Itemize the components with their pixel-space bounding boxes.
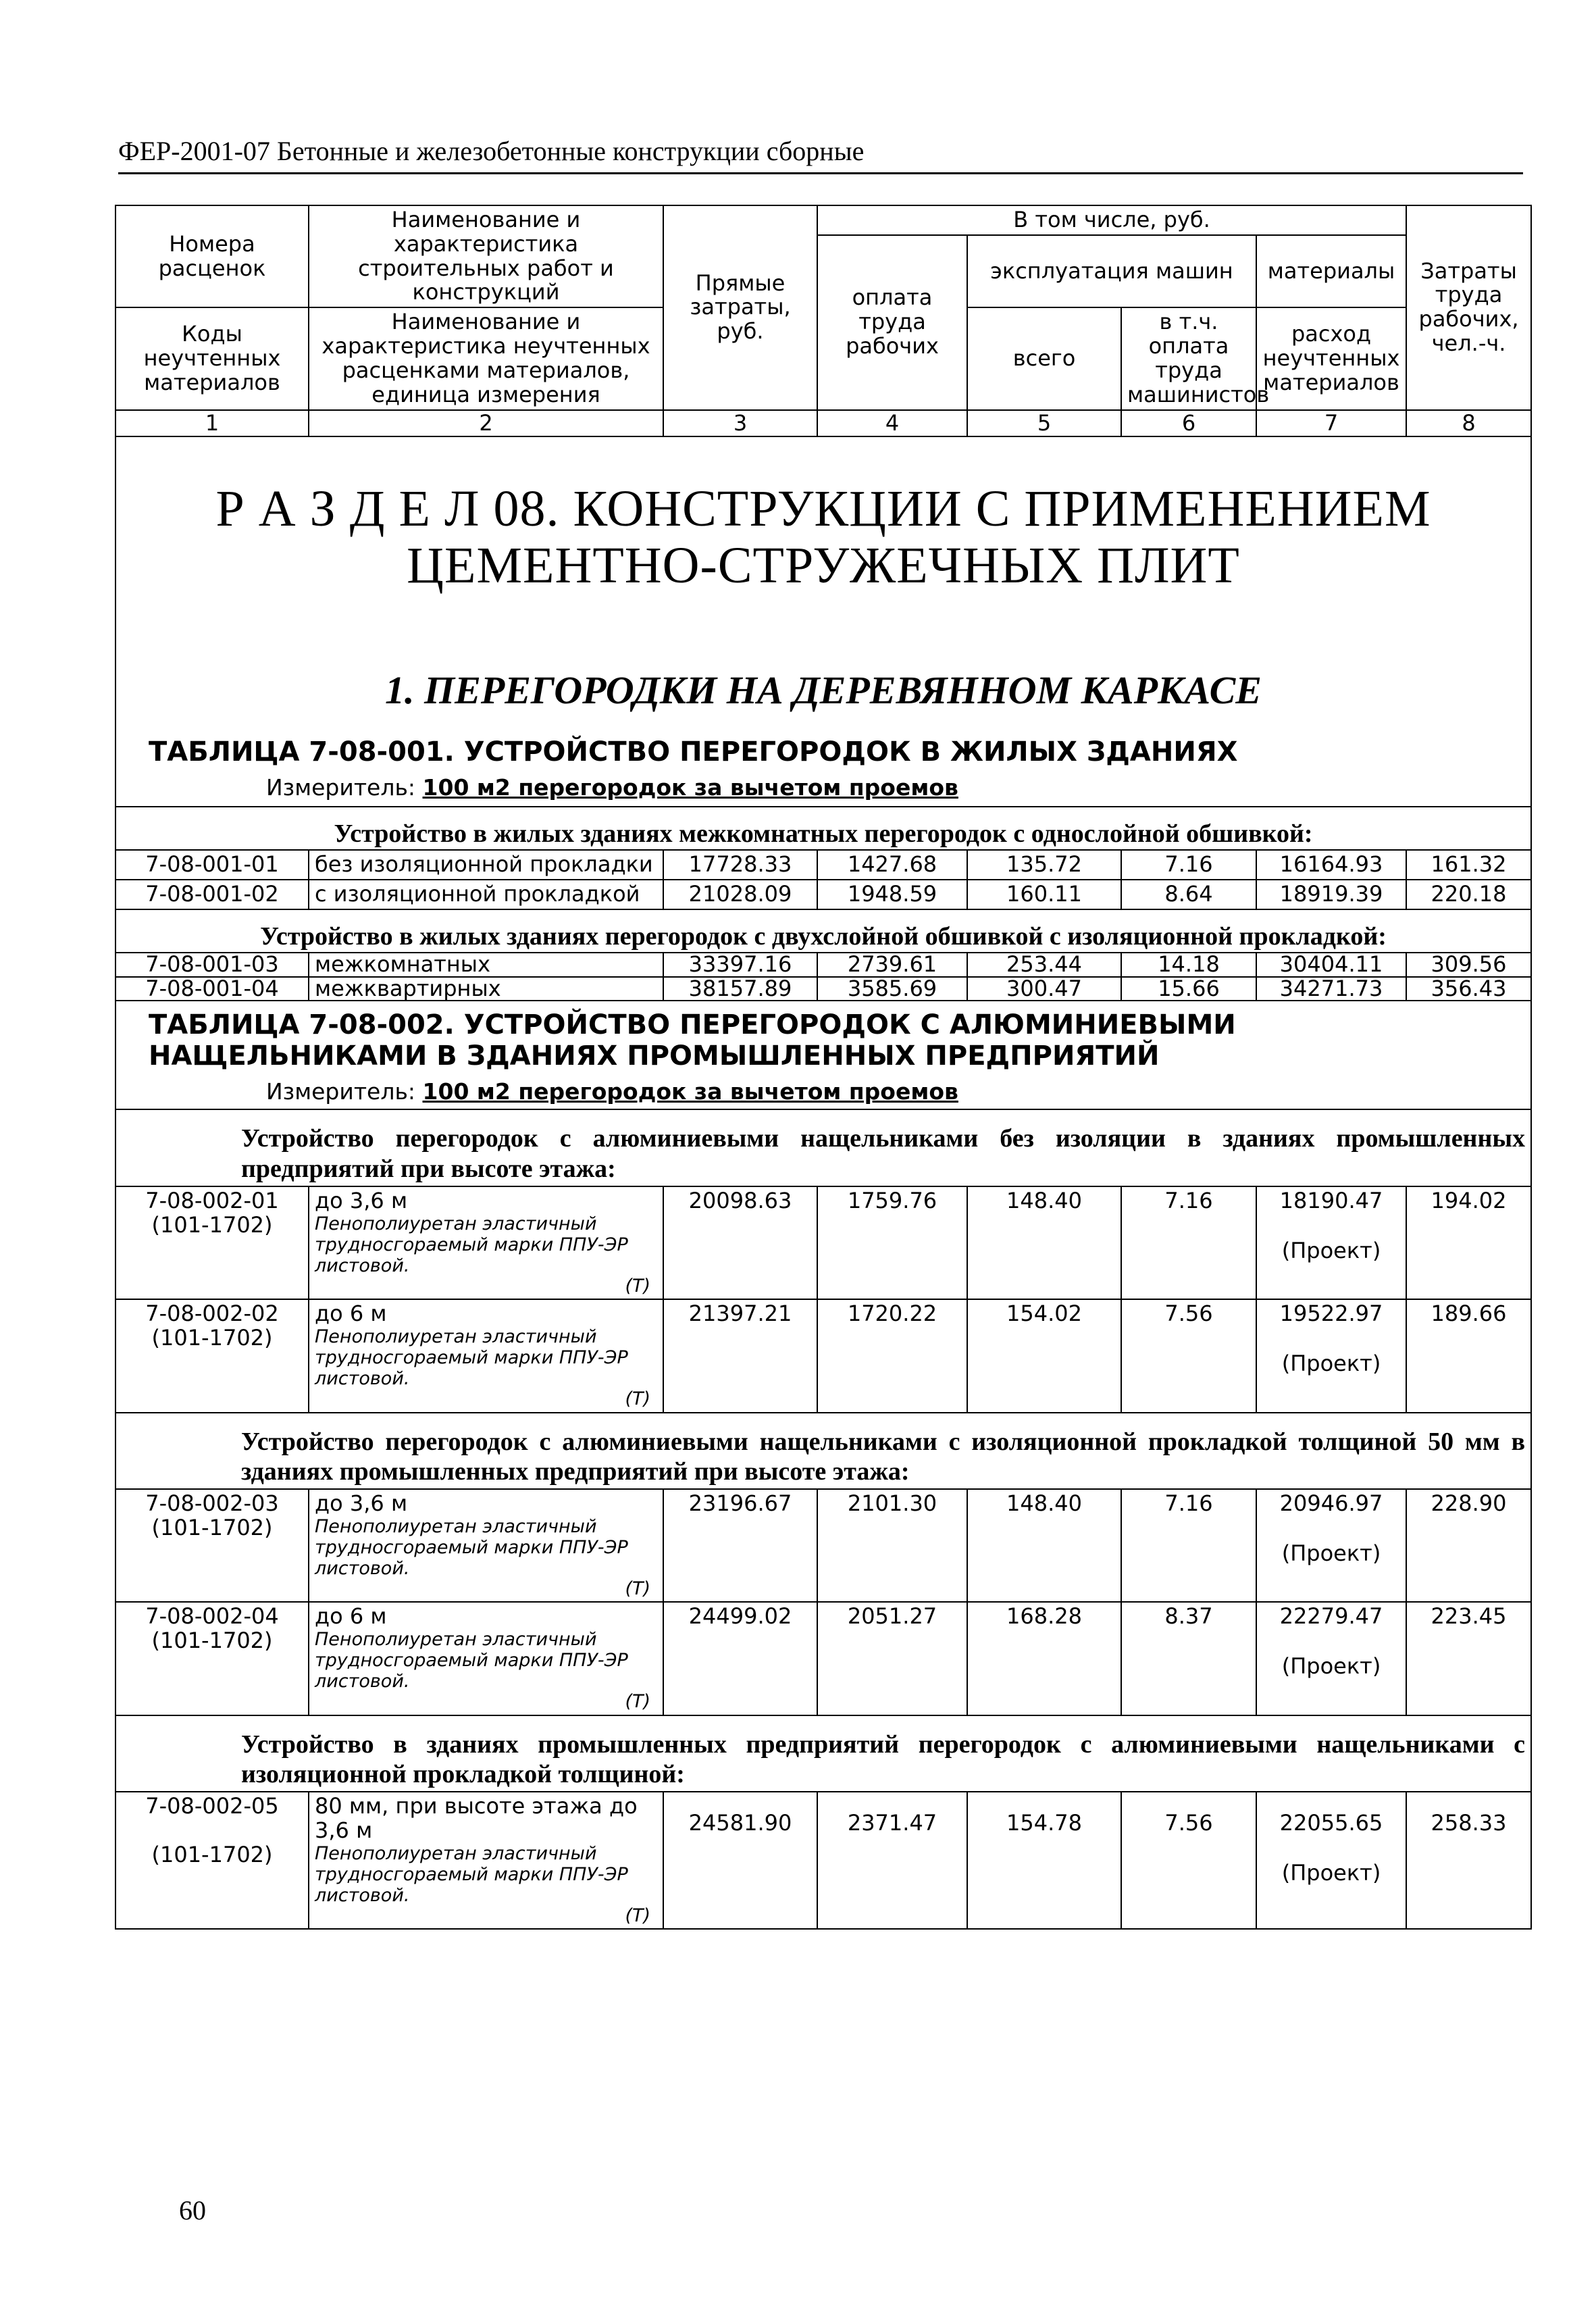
project-note: (Проект) [1281,1540,1381,1566]
machinists-pay: 15.66 [1121,977,1256,1001]
table-title: ТАБЛИЦА 7-08-002. УСТРОЙСТВО ПЕРЕГОРОДОК С АЛЮМИНИЕВЫМИ НАЩЕЛЬНИКАМИ В ЗДАНИЯХ ПРОМЫШЛЕННЫХ ПРЕДПРИЯТИЙ [149,1009,1236,1072]
measure-label: Измеритель: [266,774,416,801]
machinists-pay: 7.56 [1121,1299,1256,1412]
material-code: (101-1702) [151,1325,273,1351]
direct-costs: 21397.21 [663,1299,817,1412]
table-row [115,1489,1531,1602]
worker-pay: 3585.69 [817,977,967,1001]
machinists-pay: 7.16 [1121,1186,1256,1299]
materials: 19522.97 [1279,1301,1383,1327]
page-header: ФЕР-2001-07 Бетонные и железобетонные конструкции сборные [118,135,1523,174]
col-number: 5 [967,410,1121,437]
col-header-unaccounted-materials: расход неучтенных материалов [1256,307,1406,409]
project-note: (Проект) [1281,1653,1381,1680]
machines-total: 160.11 [967,880,1121,909]
materials: 30404.11 [1256,953,1406,977]
material-code: (101-1702) [151,1628,273,1654]
direct-costs: 38157.89 [663,977,817,1001]
material-note: Пенополиуретан эластичный трудносгораемый марки ППУ-ЭР листовой. [315,1213,628,1277]
direct-costs: 21028.09 [663,880,817,909]
table-title: ТАБЛИЦА 7-08-001. УСТРОЙСТВО ПЕРЕГОРОДОК В ЖИЛЫХ ЗДАНИЯХ [149,736,1238,768]
col-number: 6 [1121,410,1256,437]
col-number: 8 [1406,410,1531,437]
labor-cost: 356.43 [1406,977,1531,1001]
project-note: (Проект) [1281,1860,1381,1886]
worker-pay: 1720.22 [817,1299,967,1412]
material-note: Пенополиуретан эластичный трудносгораемый марки ППУ-ЭР листовой. [315,1326,628,1390]
table-row [115,850,1531,880]
materials: 22055.65 [1279,1810,1383,1836]
page-number: 60 [179,2195,206,2225]
worker-pay: 2051.27 [817,1602,967,1715]
t-mark: (Т) [625,1388,650,1410]
rate-code: 7-08-002-02 [145,1301,279,1327]
table-row [115,880,1531,909]
worker-pay: 1759.76 [817,1186,967,1299]
materials: 16164.93 [1256,850,1406,880]
work-name: с изоляционной прокладкой [309,880,663,909]
material-note: Пенополиуретан эластичный трудносгораемый марки ППУ-ЭР листовой. [315,1842,628,1906]
group-title: Устройство в жилых зданиях межкомнатных перегородок с однослойной обшивкой: [115,807,1531,851]
col-header-machinists-pay: в т.ч. оплата труда машинистов [1121,307,1256,409]
rate-code: 7-08-001-01 [115,850,309,880]
material-note: Пенополиуретан эластичный трудносгораемый марки ППУ-ЭР листовой. [315,1515,628,1580]
rate-code: 7-08-001-03 [115,953,309,977]
worker-pay: 2101.30 [817,1489,967,1602]
measure-line [266,1080,1530,1105]
direct-costs: 24581.90 [663,1792,817,1929]
materials: 18190.47 [1279,1188,1383,1214]
machines-total: 148.40 [967,1489,1121,1602]
col-header-name-mat: Наименование и характеристика неучтенных расценками материалов, единица измерения [309,307,663,409]
t-mark: (Т) [625,1276,650,1297]
machinists-pay: 7.16 [1121,850,1256,880]
rates-table [115,205,1532,1930]
work-name: 80 мм, при высоте этажа до 3,6 м [315,1793,638,1844]
col-number: 3 [663,410,817,437]
project-note: (Проект) [1281,1351,1381,1377]
table-row [115,977,1531,1001]
table-row [115,1792,1531,1929]
rate-code: 7-08-002-05 [145,1793,279,1819]
group-title: Устройство перегородок с алюминиевыми нащельниками без изоляции в зданиях промышленных предприятий при высоте этажа: [115,1109,1531,1186]
machines-total: 300.47 [967,977,1121,1001]
machinists-pay: 8.64 [1121,880,1256,909]
project-note: (Проект) [1281,1237,1381,1263]
material-code: (101-1702) [151,1841,273,1867]
col-header-including: В том числе, руб. [817,205,1406,235]
t-mark: (Т) [625,1691,650,1713]
labor-cost: 194.02 [1406,1186,1531,1299]
rate-code: 7-08-002-04 [145,1603,279,1630]
table-row [115,953,1531,977]
work-name: до 3,6 м [315,1188,408,1214]
machinists-pay: 14.18 [1121,953,1256,977]
labor-cost: 189.66 [1406,1299,1531,1412]
worker-pay: 1948.59 [817,880,967,909]
direct-costs: 17728.33 [663,850,817,880]
measure-line [266,776,1530,801]
materials: 22279.47 [1279,1603,1383,1630]
col-header-direct-costs: Прямые затраты, руб. [663,205,817,410]
group-title: Устройство в жилых зданиях перегородок с двухслойной обшивкой с изоляционной прокладкой: [115,909,1531,953]
col-header-codes: Номера расценок [115,205,309,307]
table-row [115,1602,1531,1715]
materials: 18919.39 [1256,880,1406,909]
labor-cost: 228.90 [1406,1489,1531,1602]
work-name: межквартирных [309,977,663,1001]
materials: 20946.97 [1279,1490,1383,1517]
col-header-worker-pay: оплата труда рабочих [817,235,967,410]
col-header-machines-total: всего [967,307,1121,409]
col-header-materials: материалы [1256,235,1406,307]
worker-pay: 1427.68 [817,850,967,880]
subsection-title: 1. ПЕРЕГОРОДКИ НА ДЕРЕВЯННОМ КАРКАСЕ [385,668,1262,712]
machines-total: 135.72 [967,850,1121,880]
material-code: (101-1702) [151,1514,273,1540]
direct-costs: 33397.16 [663,953,817,977]
machinists-pay: 8.37 [1121,1602,1256,1715]
labor-cost: 258.33 [1406,1792,1531,1929]
col-header-codes-mat: Коды неучтенных материалов [115,307,309,409]
work-name: до 6 м [315,1603,387,1630]
col-header-machines: эксплуатация машин [967,235,1256,307]
group-title: Устройство в зданиях промышленных предприятий перегородок с алюминиевыми нащельниками с изоляционной прокладкой толщиной: [115,1715,1531,1792]
labor-cost: 220.18 [1406,880,1531,909]
t-mark: (Т) [625,1905,650,1927]
machines-total: 148.40 [967,1186,1121,1299]
machines-total: 154.78 [967,1792,1121,1929]
machinists-pay: 7.16 [1121,1489,1256,1602]
work-name: до 3,6 м [315,1490,408,1517]
rate-code: 7-08-001-04 [115,977,309,1001]
material-code: (101-1702) [151,1211,273,1238]
work-name: до 6 м [315,1301,387,1327]
col-number: 4 [817,410,967,437]
direct-costs: 20098.63 [663,1186,817,1299]
col-number: 1 [115,410,309,437]
col-header-name: Наименование и характеристика строительных работ и конструкций [309,205,663,307]
labor-cost: 309.56 [1406,953,1531,977]
rate-code: 7-08-002-01 [145,1188,279,1214]
rate-code: 7-08-002-03 [145,1490,279,1517]
direct-costs: 24499.02 [663,1602,817,1715]
group-title: Устройство перегородок с алюминиевыми нащельниками с изоляционной прокладкой толщиной 50 мм в зданиях промышленных предприятий при высоте этажа: [115,1413,1531,1490]
measure-value: 100 м2 перегородок за вычетом проемов [422,1078,958,1105]
work-name: без изоляционной прокладки [309,850,663,880]
col-number: 7 [1256,410,1406,437]
materials: 34271.73 [1256,977,1406,1001]
machines-total: 154.02 [967,1299,1121,1412]
labor-cost: 161.32 [1406,850,1531,880]
measure-value: 100 м2 перегородок за вычетом проемов [422,774,958,801]
col-header-labor: Затраты труда рабочих, чел.-ч. [1406,205,1531,410]
worker-pay: 2371.47 [817,1792,967,1929]
direct-costs: 23196.67 [663,1489,817,1602]
measure-label: Измеритель: [266,1078,416,1105]
machines-total: 168.28 [967,1602,1121,1715]
section-title: Р А З Д Е Л 08. КОНСТРУКЦИИ С ПРИМЕНЕНИЕМ ЦЕМЕНТНО-СТРУЖЕЧНЫХ ПЛИТ [215,480,1431,595]
t-mark: (Т) [625,1578,650,1600]
labor-cost: 223.45 [1406,1602,1531,1715]
col-number: 2 [309,410,663,437]
machinists-pay: 7.56 [1121,1792,1256,1929]
worker-pay: 2739.61 [817,953,967,977]
table-row [115,1299,1531,1412]
work-name: межкомнатных [309,953,663,977]
machines-total: 253.44 [967,953,1121,977]
table-row [115,1186,1531,1299]
material-note: Пенополиуретан эластичный трудносгораемый марки ППУ-ЭР листовой. [315,1629,628,1692]
rate-code: 7-08-001-02 [115,880,309,909]
